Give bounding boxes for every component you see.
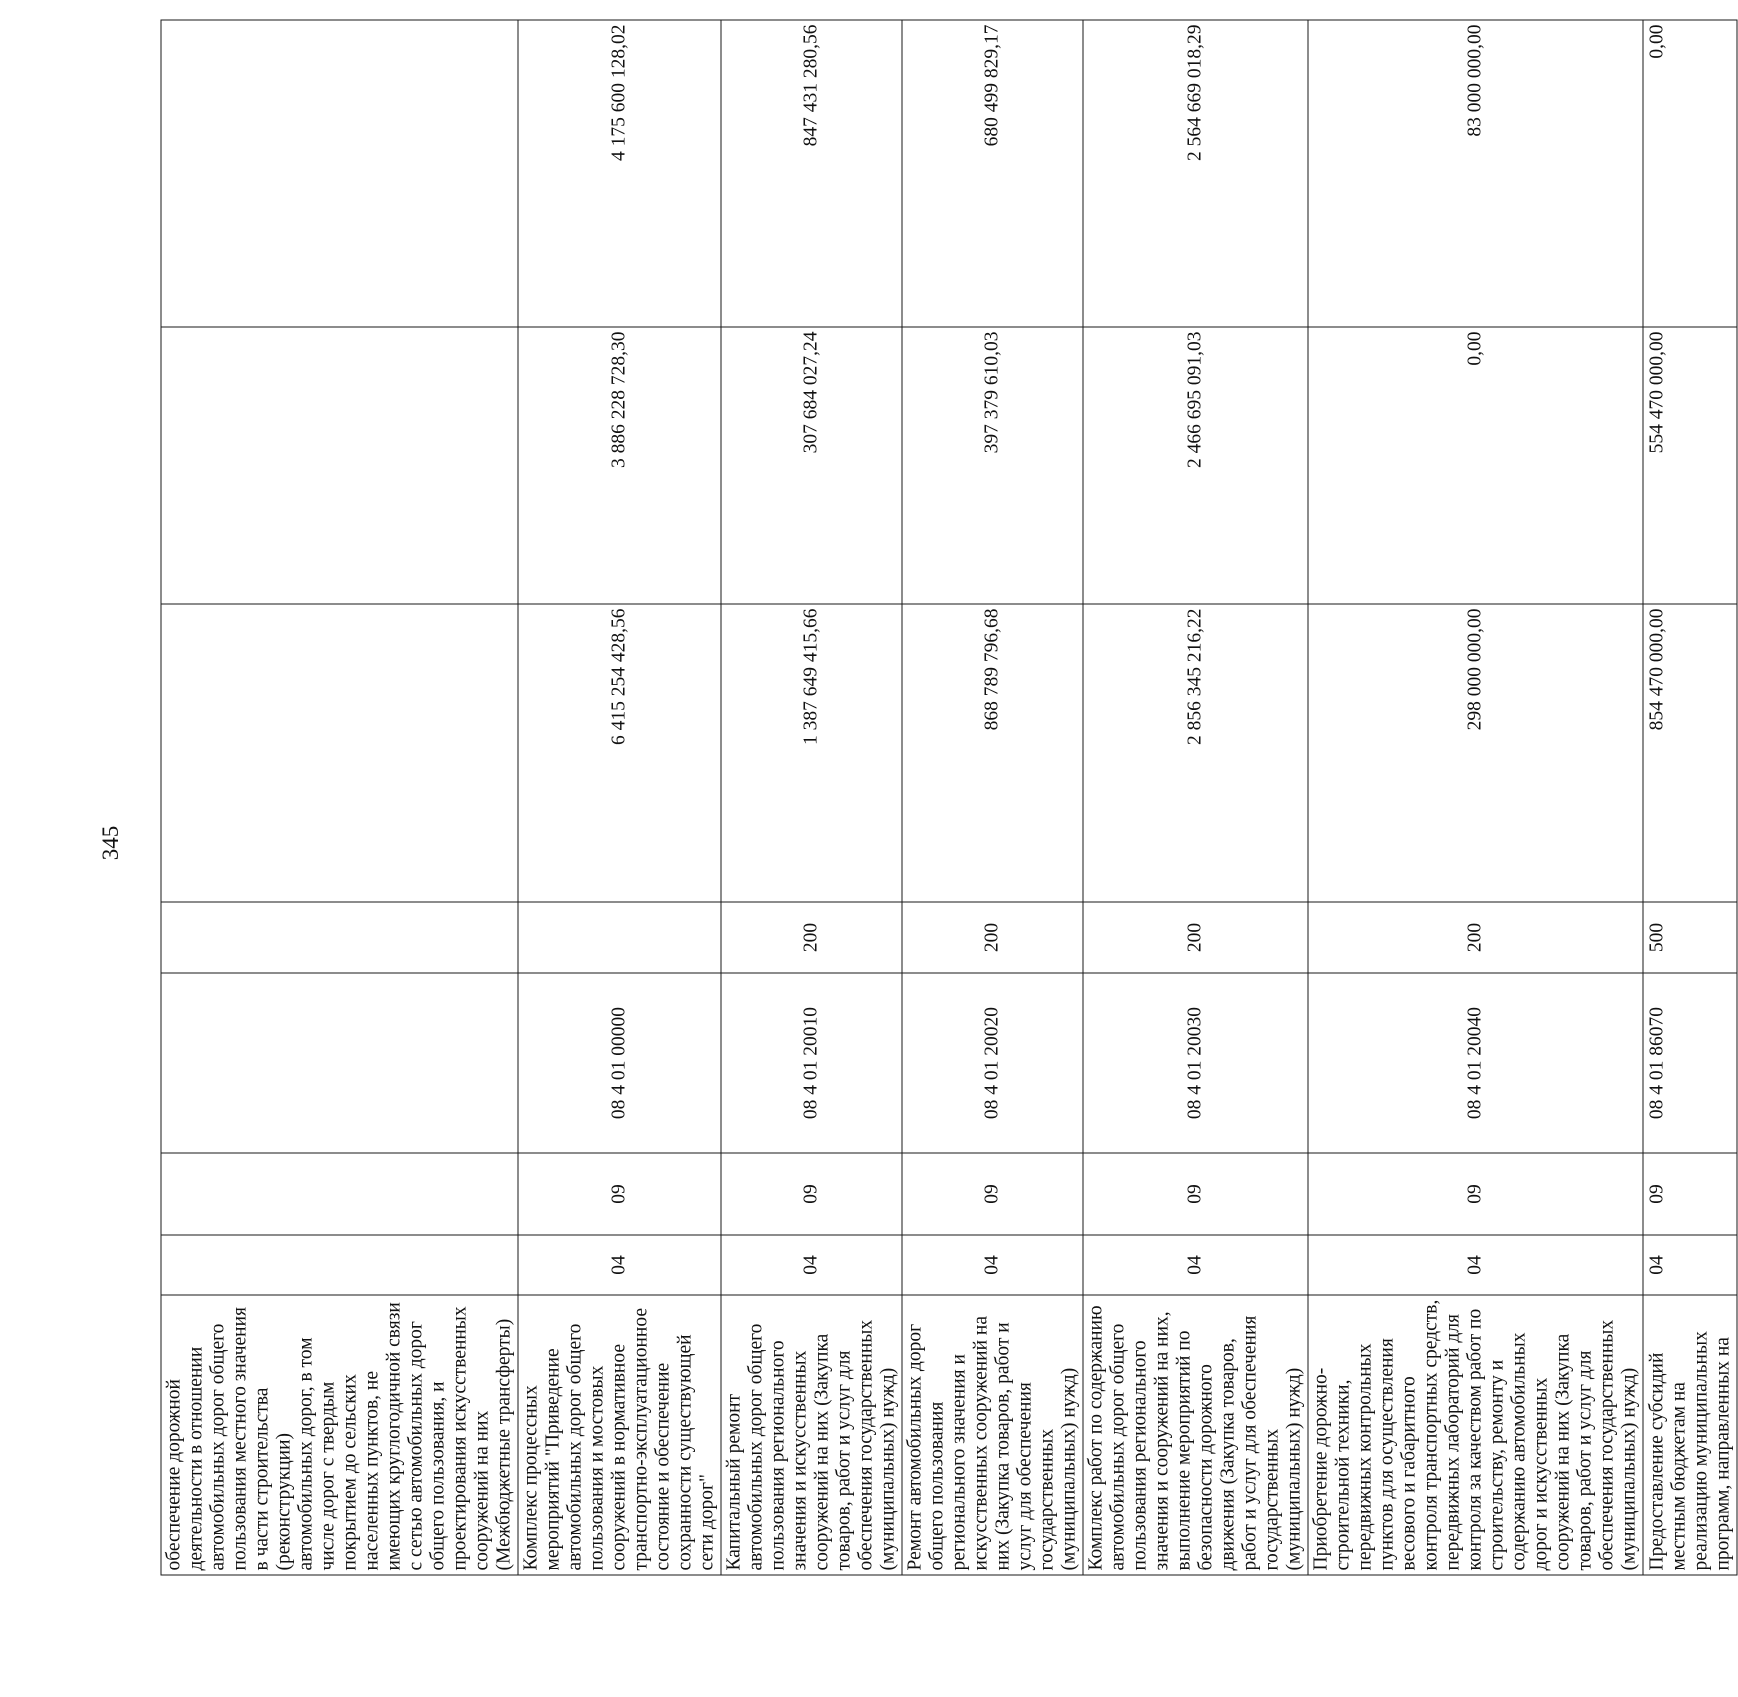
row-target-article: 08 4 01 20040 — [1308, 973, 1643, 1153]
table-row — [902, 20, 1083, 1575]
table-row — [161, 20, 518, 1575]
row-expense-type: 200 — [1083, 902, 1308, 973]
row-amount-2: 2 466 695 091,03 — [1083, 327, 1308, 604]
row-expense-type: 200 — [721, 902, 902, 973]
row-amount-3: 83 000 000,00 — [1308, 20, 1643, 327]
row-amount-2: 0,00 — [1308, 327, 1643, 604]
row-target-article: 08 4 01 86070 — [1643, 973, 1737, 1153]
row-amount-1: 868 789 796,68 — [902, 604, 1083, 902]
budget-table — [161, 20, 1738, 1576]
row-target-article: 08 4 01 20010 — [721, 973, 902, 1153]
table-row — [1308, 20, 1643, 1575]
row-amount-1: 854 470 000,00 — [1643, 604, 1737, 902]
row-target-article: 08 4 01 00000 — [518, 973, 721, 1153]
row-description: Капитальный ремонт автомобильных дорог общего пользования регионального значения и искусственных сооружений на них (Закупка товаров, работ и услуг для обеспечения государственных (муниципальных) нужд) — [721, 1295, 902, 1575]
row-amount-2 — [161, 327, 518, 604]
table-row — [1643, 20, 1737, 1575]
row-section: 04 — [1083, 1235, 1308, 1295]
row-subsection: 09 — [1083, 1153, 1308, 1235]
table-row — [1083, 20, 1308, 1575]
rotated-table-wrapper — [161, 21, 1734, 1576]
row-amount-3: 680 499 829,17 — [902, 20, 1083, 327]
row-amount-3: 847 431 280,56 — [721, 20, 902, 327]
row-expense-type — [161, 902, 518, 973]
row-target-article — [161, 973, 518, 1153]
row-description: Приобретение дорожно-строительной техники, передвижных контрольных пунктов для осуществления весового и габаритного контроля транспортных средств, передвижных лабораторий для контроля за качеством работ по строительству, ремонту и содержанию автомобильных дорог и искусственных сооружений на них (Закупка товаров, работ и услуг для обеспечения государственных (муниципальных) нужд) — [1308, 1295, 1643, 1575]
row-section — [161, 1235, 518, 1295]
row-expense-type: 200 — [1308, 902, 1643, 973]
row-target-article: 08 4 01 20020 — [902, 973, 1083, 1153]
row-section: 04 — [721, 1235, 902, 1295]
row-description: Комплекс процессных мероприятий "Приведение автомобильных дорог общего пользования и мостовых сооружений в нормативное транспортно-эксплуатационное состояние и обеспечение сохранности существующей сети дорог" — [518, 1295, 721, 1575]
row-subsection: 09 — [902, 1153, 1083, 1235]
row-section: 04 — [518, 1235, 721, 1295]
row-amount-2: 307 684 027,24 — [721, 327, 902, 604]
row-subsection — [161, 1153, 518, 1235]
row-expense-type — [518, 902, 721, 973]
row-amount-2: 554 470 000,00 — [1643, 327, 1737, 604]
row-expense-type: 200 — [902, 902, 1083, 973]
table-row — [518, 20, 721, 1575]
row-section: 04 — [1308, 1235, 1643, 1295]
row-amount-1: 2 856 345 216,22 — [1083, 604, 1308, 902]
row-description: Комплекс работ по содержанию автомобильных дорог общего пользования регионального значения и сооружений на них, выполнение мероприятий по безопасности дорожного движения (Закупка товаров, работ и услуг для обеспечения государственных (муниципальных) нужд) — [1083, 1295, 1308, 1575]
row-amount-1: 298 000 000,00 — [1308, 604, 1643, 902]
row-amount-1 — [161, 604, 518, 902]
row-description: Предоставление субсидий местным бюджетам на реализацию муниципальных программ, направленных на — [1643, 1295, 1737, 1575]
row-subsection: 09 — [1308, 1153, 1643, 1235]
row-amount-3 — [161, 20, 518, 327]
row-subsection: 09 — [1643, 1153, 1737, 1235]
row-section: 04 — [902, 1235, 1083, 1295]
row-amount-1: 1 387 649 415,66 — [721, 604, 902, 902]
row-subsection: 09 — [518, 1153, 721, 1235]
row-amount-3: 2 564 669 018,29 — [1083, 20, 1308, 327]
row-expense-type: 500 — [1643, 902, 1737, 973]
row-amount-3: 4 175 600 128,02 — [518, 20, 721, 327]
row-amount-3: 0,00 — [1643, 20, 1737, 327]
row-description: Ремонт автомобильных дорог общего пользования регионального значения и искусственных сооружений на них (Закупка товаров, работ и услуг для обеспечения государственных (муниципальных) нужд) — [902, 1295, 1083, 1575]
row-target-article: 08 4 01 20030 — [1083, 973, 1308, 1153]
row-description: обеспечение дорожной деятельности в отношении автомобильных дорог общего пользования местного значения в части строительства (реконструкции) автомобильных дорог, в том числе дорог с твердым покрытием до сельских населенных пунктов, не имеющих круглогодичной связи с сетью автомобильных дорог общего пользования, и проектирования искусственных сооружений на них (Межбюджетные трансферты) — [161, 1295, 518, 1575]
page-number: 345 — [98, 825, 123, 861]
row-amount-2: 3 886 228 728,30 — [518, 327, 721, 604]
table-row — [721, 20, 902, 1575]
row-subsection: 09 — [721, 1153, 902, 1235]
row-amount-2: 397 379 610,03 — [902, 327, 1083, 604]
row-section: 04 — [1643, 1235, 1737, 1295]
row-amount-1: 6 415 254 428,56 — [518, 604, 721, 902]
